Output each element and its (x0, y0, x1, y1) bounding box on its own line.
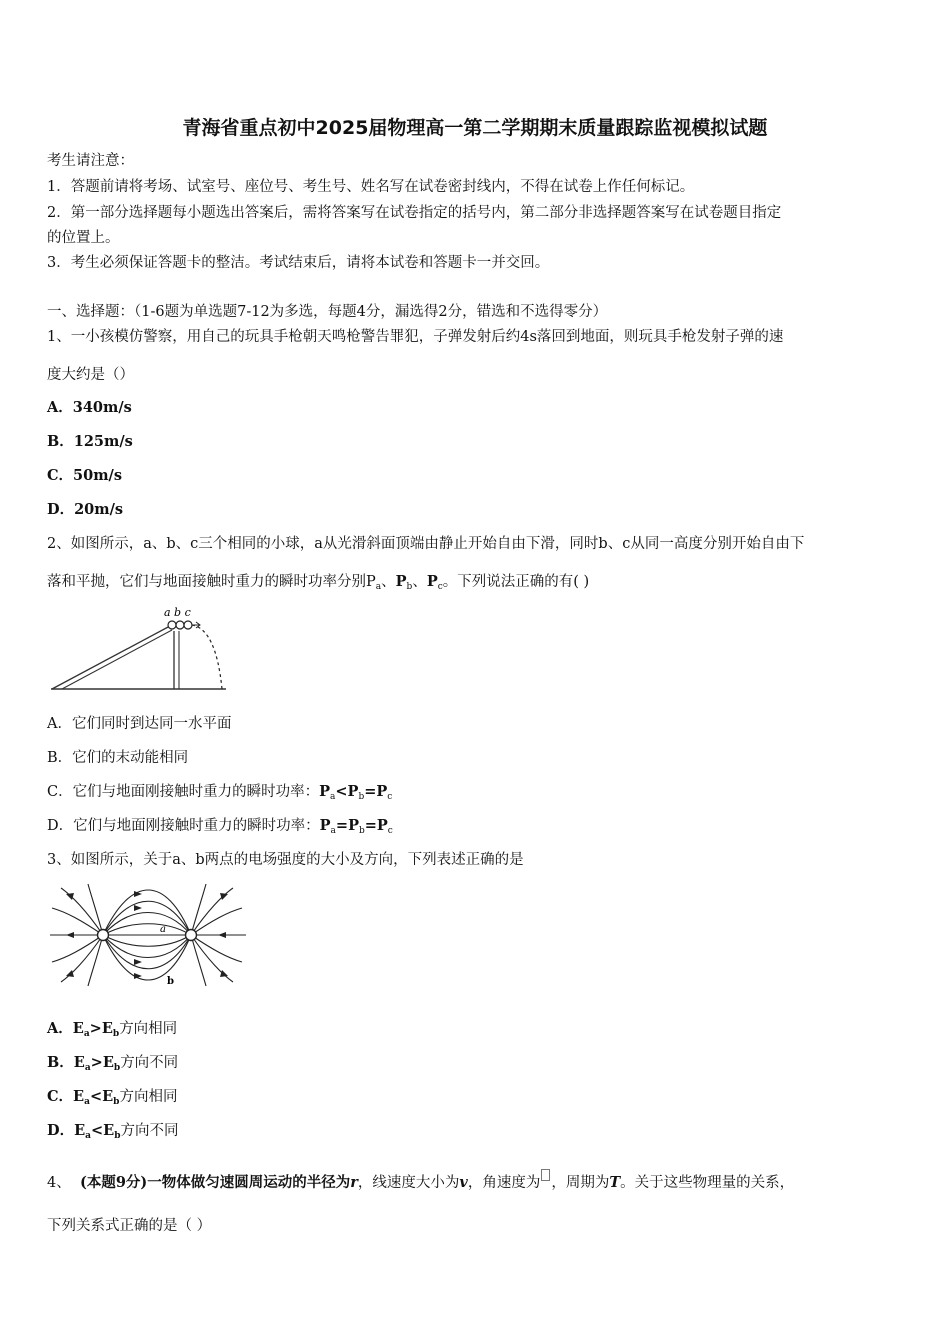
question-3-line1: 3、如图所示，关于a、b两点的电场强度的大小及方向，下列表述正确的是 (47, 852, 524, 868)
q2-option-d: D．它们与地面刚接触时重力的瞬时功率：$P_a=P_b=P_c$ (47, 817, 393, 836)
omega-placeholder-icon (541, 1169, 550, 1181)
q1-option-c: C．50m/s (47, 467, 123, 484)
notice-item: 1．答题前请将考场、试室号、座位号、考生号、姓名写在试卷密封线内，不得在试卷上作任何标记。 (47, 179, 695, 195)
question-2-line2: 落和平抛，它们与地面接触时重力的瞬时功率分别$P_a$、$P_b$、$P_c$。下列说法正确的有( ) (47, 573, 590, 592)
projectile-path (192, 625, 222, 689)
section-heading: 一、选择题：（1-6题为单选题7-12为多选，每题4分，漏选得2分，错选和不选得零分） (47, 304, 608, 320)
notice-item: 的位置上。 (47, 230, 120, 246)
q2-option-b: B．它们的末动能相同 (47, 750, 189, 766)
question-1-line1: 1、一小孩模仿警察，用自己的玩具手枪朝天鸣枪警告罪犯，子弹发射后约4s落回到地面，则玩具手枪发射子弹的速 (47, 329, 784, 345)
q1-option-d: D．20m/s (47, 501, 124, 518)
question-4-line1: 4、 (本题9分)一物体做匀速圆周运动的半径为r，线速度大小为v，角速度为 ，周期为T。关于这些物理量的关系， (47, 1169, 794, 1193)
q3-option-a: A．$E_a>E_b$方向相同 (47, 1020, 178, 1039)
incline-surface-inner (62, 630, 172, 689)
fig-ball-labels: a b c (164, 606, 191, 619)
q2-option-c: C．它们与地面刚接触时重力的瞬时功率：$P_a<P_b=P_c$ (47, 783, 393, 802)
q2-option-a: A．它们同时到达同一水平面 (47, 716, 232, 732)
incline-surface (52, 626, 170, 689)
charge-left (98, 930, 109, 941)
page-title: 青海省重点初中2025届物理高一第二学期期末质量跟踪监视模拟试题 (182, 117, 768, 139)
point-b-label: b (167, 976, 174, 987)
q2-text: 落和平抛，它们与地面接触时重力的瞬时功率分别P (47, 574, 376, 590)
q1-option-b: B．125m/s (47, 433, 133, 450)
ball-a (168, 621, 176, 629)
question-2-line1: 2、如图所示，a、b、c三个相同的小球，a从光滑斜面顶端由静止开始自由下滑，同时b、c从同一高度分别开始自由下 (47, 536, 805, 552)
point-a-label: a (160, 924, 166, 935)
question-4-line2: 下列关系式正确的是（ ） (47, 1218, 212, 1234)
notice-heading: 考生请注意： (47, 153, 134, 169)
question-1-line2: 度大约是（） (47, 367, 134, 383)
electric-field-figure (46, 880, 251, 990)
notice-item: 3．考生必须保证答题卡的整洁。考试结束后，请将本试卷和答题卡一并交回。 (47, 255, 550, 271)
q3-option-b: B．$E_a>E_b$方向不同 (47, 1054, 179, 1073)
ball-b (176, 621, 184, 629)
notice-item: 2．第一部分选择题每小题选出答案后，需将答案写在试卷指定的括号内，第二部分非选择题答案写在试卷题目指定 (47, 205, 782, 221)
ball-c (184, 621, 192, 629)
q3-option-c: C．$E_a<E_b$方向相同 (47, 1088, 178, 1107)
q1-option-a: A．340m/s (47, 399, 132, 416)
incline-figure (48, 603, 233, 695)
q3-option-d: D．$E_a<E_b$方向不同 (47, 1122, 179, 1141)
charge-right (186, 930, 197, 941)
